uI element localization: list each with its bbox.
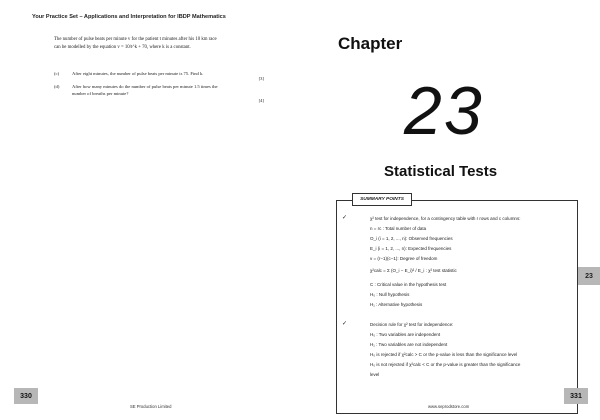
question-d: [54, 83, 274, 99]
question-text-line: After how many minutes do the number of pulse beats per minute 1.5 times the: [72, 84, 218, 89]
chapter-number: 23: [404, 73, 484, 149]
chapter-side-tab: 23: [578, 267, 600, 285]
running-header: Your Practice Set – Applications and Interpretation for IBDP Mathematics: [32, 14, 226, 20]
summary-tag: SUMMARY POINTS: [352, 193, 412, 206]
intro-line-2: can be modelled by the equation v = 10/t^k + 70, where k is a constant.: [54, 45, 191, 50]
summary-item: H₁ : Two variables are not independent: [370, 342, 448, 347]
question-text-line: number of breaths per minute?: [72, 91, 129, 96]
summary-item: χ² test for independence, for a contingency table with r rows and c columns:: [370, 216, 521, 221]
summary-item: level: [370, 372, 380, 377]
footer-left: SE Production Limited: [130, 404, 172, 409]
footer-right: www.seprodstore.com: [428, 404, 470, 409]
summary-item: E_i (i = 1, 2, ..., n): Expected frequencies: [370, 246, 452, 251]
question-label: (d): [54, 84, 60, 89]
question-marks: [3]: [258, 76, 264, 81]
question-c: [54, 70, 274, 78]
summary-item: O_i (i = 1, 2, ..., n): Observed frequencies: [370, 236, 453, 241]
intro-line-1: The number of pulse beats per minute v for the patient t minutes after his 10 km race: [54, 37, 217, 42]
chapter-title: Statistical Tests: [384, 163, 498, 180]
summary-item: C : Critical value in the hypothesis test: [370, 282, 447, 287]
page-number-left: 330: [14, 388, 38, 404]
summary-item: v = (r−1)(c−1): Degree of freedom: [370, 256, 438, 261]
summary-item: H₀ is not rejected if χ²calc < C or the p-value is greater than the significance: [370, 362, 521, 367]
question-text-block: [72, 83, 252, 97]
summary-formula: χ²calc = Σ (O_i − E_i)² / E_i : χ² test statistic: [370, 268, 457, 273]
summary-item: H₀ : Two variables are independent: [370, 332, 441, 337]
check-icon: ✓: [342, 321, 348, 327]
question-text: After eight minutes, the number of pulse beats per minute is 75. Find k.: [72, 71, 204, 76]
summary-item: H₀ : Null hypothesis: [370, 292, 410, 297]
summary-item: H₀ is rejected if χ²calc > C or the p-value is less than the significance level: [370, 352, 518, 357]
right-page: [300, 0, 600, 420]
question-intro: [54, 36, 274, 52]
check-icon: ✓: [342, 215, 348, 221]
chapter-label: Chapter: [338, 34, 403, 53]
summary-item: H₁ : Alternative hypothesis: [370, 302, 423, 307]
summary-box: [336, 200, 578, 414]
page-number-right: 331: [564, 388, 588, 404]
question-marks: [4]: [258, 98, 264, 103]
question-label: (c): [54, 71, 60, 76]
summary-item: n = rc : Total number of data: [370, 226, 427, 231]
summary-item: Decision rule for χ² test for independence:: [370, 322, 454, 327]
